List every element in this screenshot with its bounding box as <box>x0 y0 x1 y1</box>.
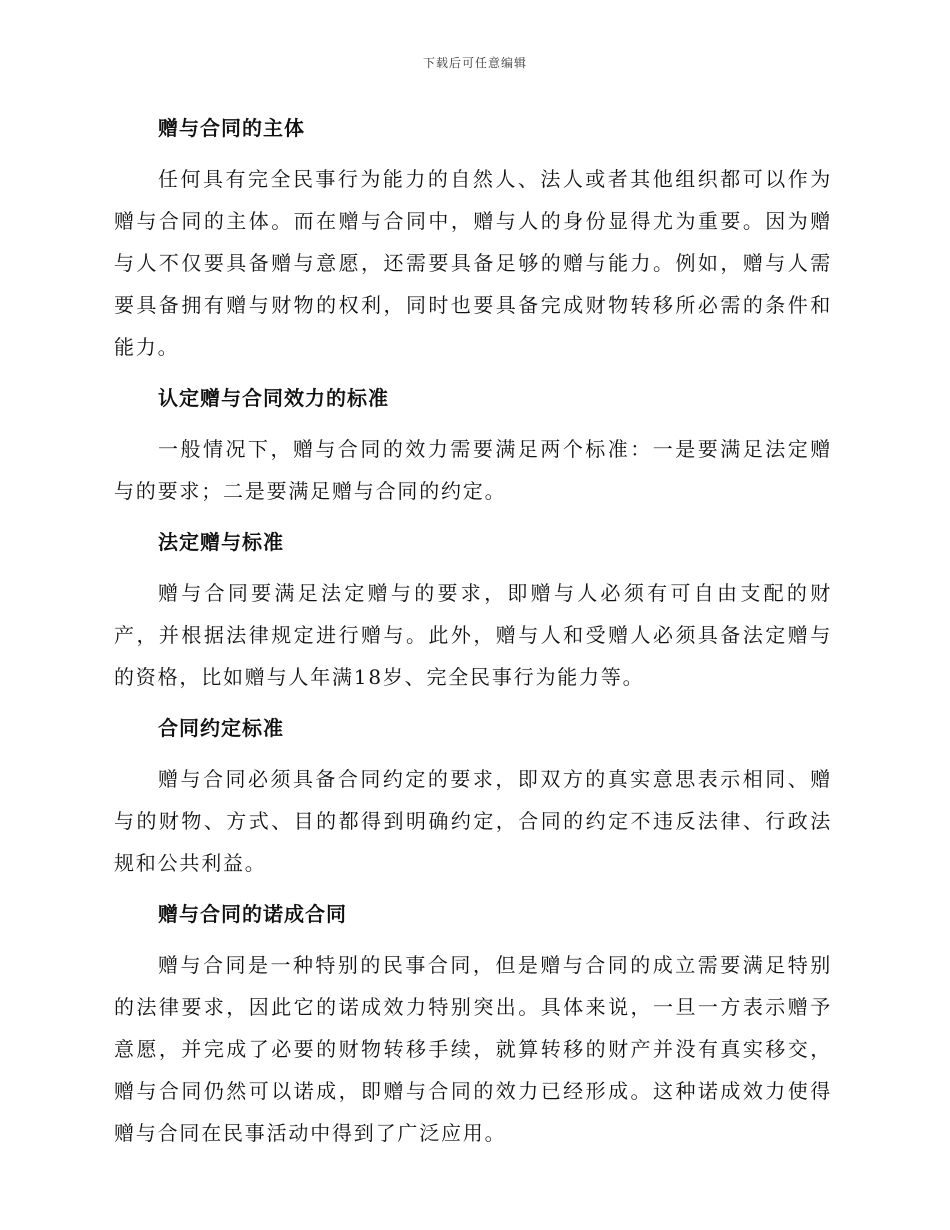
section-validity-standards <box>114 378 832 512</box>
section-legal-gift-standard <box>114 522 832 698</box>
paragraph: 任何具有完全民事行为能力的自然人、法人或者其他组织都可以作为赠与合同的主体。而在赠与合同中，赠与人的身份显得尤为重要。因为赠与人不仅要具备赠与意愿，还需要具备足够的赠与能力。例如，赠与人需要具备拥有赠与财物的权利，同时也要具备完成财物转移所必需的条件和能力。 <box>114 167 832 359</box>
page-header: 下载后可任意编辑 <box>422 56 527 70</box>
document-body <box>114 108 832 1164</box>
paragraph: 赠与合同必须具备合同约定的要求，即双方的真实意思表示相同、赠与的财物、方式、目的都得到明确约定，合同的约定不违反法律、行政法规和公共利益。 <box>114 767 832 875</box>
section-heading: 赠与合同的主体 <box>158 116 305 140</box>
paragraph: 赠与合同是一种特别的民事合同，但是赠与合同的成立需要满足特别的法律要求，因此它的诺成效力特别突出。具体来说，一旦一方表示赠予意愿，并完成了必要的财物转移手续，就算转移的财产并没有真实移交，赠与合同仍然可以诺成，即赠与合同的效力已经形成。这种诺成效力使得赠与合同在民事活动中得到了广泛应用。 <box>114 953 832 1145</box>
section-consensual-contract <box>114 894 832 1154</box>
section-contract-agreement-standard <box>114 708 832 884</box>
section-heading: 合同约定标准 <box>158 716 284 740</box>
paragraph: 赠与合同要满足法定赠与的要求，即赠与人必须有可自由支配的财产，并根据法律规定进行赠与。此外，赠与人和受赠人必须具备法定赠与的资格，比如赠与人年满18岁、完全民事行为能力等。 <box>114 581 832 689</box>
section-heading: 赠与合同的诺成合同 <box>158 902 347 926</box>
section-heading: 法定赠与标准 <box>158 530 284 554</box>
section-heading: 认定赠与合同效力的标准 <box>158 386 389 410</box>
paragraph: 一般情况下，赠与合同的效力需要满足两个标准：一是要满足法定赠与的要求；二是要满足赠与合同的约定。 <box>114 437 832 503</box>
section-subject <box>114 108 832 368</box>
